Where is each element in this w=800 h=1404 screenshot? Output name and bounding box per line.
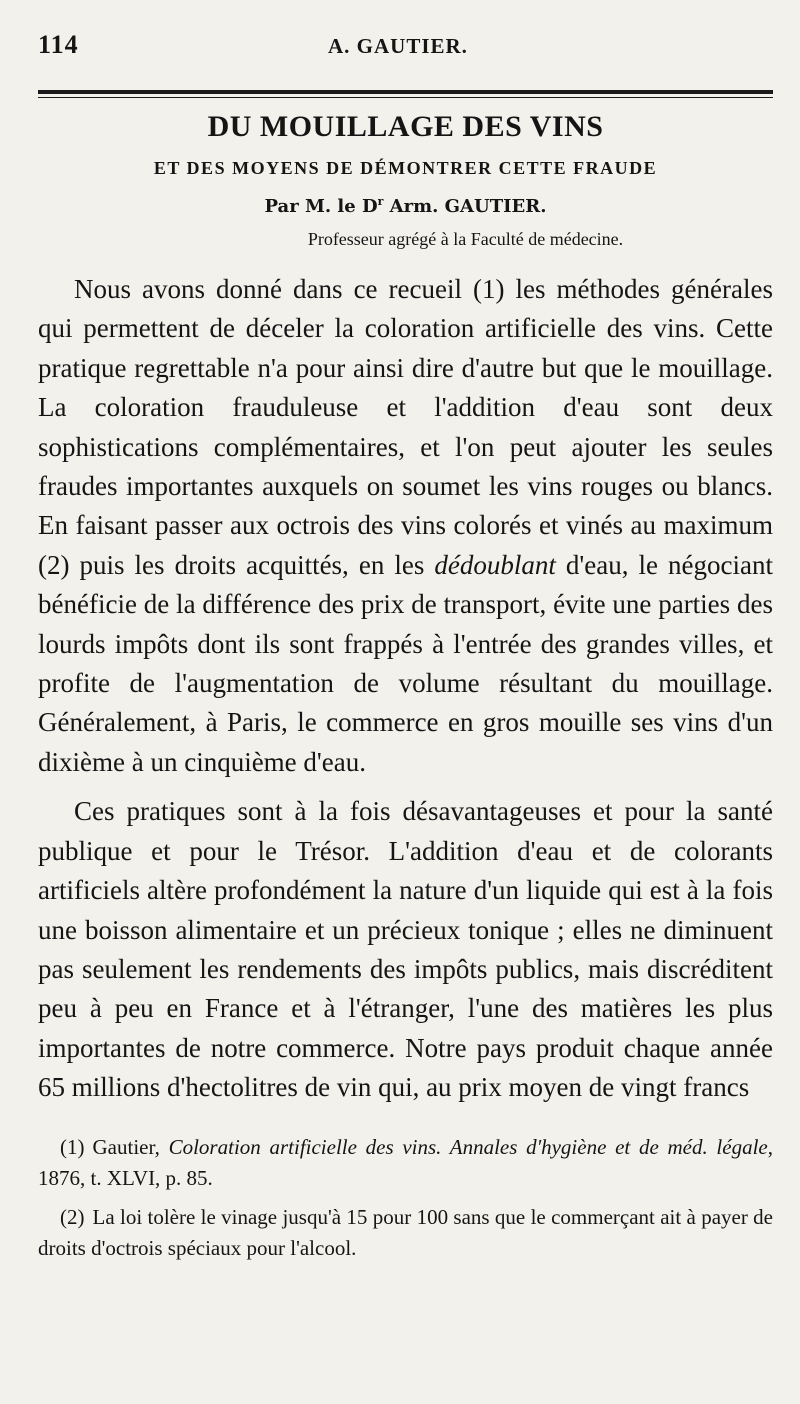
author-affiliation: Professeur agrégé à la Faculté de médecine. xyxy=(307,229,624,249)
book-page xyxy=(38,30,773,1380)
footnote-2-text: La loi tolère le vinage jusqu'à 15 pour 100 sans que le commerçant ait à payer de droits d'octrois spéciaux pour l'alcool. xyxy=(38,1204,773,1260)
article-subtitle: ET DES MOYENS DE DÉMONTRER CETTE FRAUDE xyxy=(153,158,658,178)
p1-text-a: Nous avons donné dans ce recueil (1) les méthodes générales qui permettent de déceler la coloration artificielle des vins. Cette pratique regrettable n'a pour ainsi dire d'autre but que le mouillage. La coloration frauduleuse et l'addition d'eau sont deux sophistications complémentaires, et l'on peut ajouter les seules fraudes importantes auxquels on soumet les vins rouges ou blancs. En faisant passer aux octrois des vins colorés et vinés au maximum (2) puis les droits acquittés, en les xyxy=(38,274,773,580)
footnote-1-text-b: , 1876, t. XLVI, p. 85. xyxy=(38,1134,773,1190)
page-number: 114 xyxy=(38,30,79,59)
running-head: A. GAUTIER. xyxy=(328,34,468,58)
header-rule-thick xyxy=(38,90,773,94)
byline-author: Arm. GAUTIER. xyxy=(383,196,547,217)
p1-text-b: d'eau, le négociant bénéficie de la différence des prix de transport, évite une parties des lourds impôts dont ils sont frappés à l'entrée des grandes villes, et profite de l'augmentation de volume résultant du mouillage. Généralement, à Paris, le commerce en gros mouille ses vins d'un dixième à un cinquième d'eau. xyxy=(38,549,773,777)
paragraph-1 xyxy=(38,270,773,782)
paragraph-2: Ces pratiques sont à la fois désavantageuses et pour la santé publique et pour le Trésor. L'addition d'eau et de colorants artificiels altère profondément la nature d'un liquide qui est à la fois une boisson alimentaire et un précieux tonique ; elles ne diminuent pas seulement les rendements des impôts publics, mais discréditent peu à peu en France et à l'étranger, l'une des matières les plus importantes de notre commerce. Notre pays produit chaque année 65 millions d'hectolitres de vin qui, au prix moyen de vingt francs xyxy=(38,796,773,1103)
article-title: DU MOUILLAGE DES VINS xyxy=(207,110,604,143)
byline-prefix: Par M. le D xyxy=(264,196,378,217)
article-body xyxy=(38,270,773,1108)
page-header xyxy=(38,30,773,82)
footnotes xyxy=(38,1132,773,1264)
footnote-1-mark: (1) xyxy=(60,1134,85,1159)
footnote-1 xyxy=(38,1132,773,1194)
footnote-1-text-a: Gautier, xyxy=(92,1134,169,1159)
footnote-2-mark: (2) xyxy=(60,1204,85,1229)
article-byline xyxy=(38,195,773,217)
header-rule-thin xyxy=(38,97,773,98)
p1-italic: dédoublant xyxy=(434,549,556,580)
footnote-2 xyxy=(38,1202,773,1264)
footnote-1-italic: Coloration artificielle des vins. Annales d'hygiène et de méd. légale xyxy=(168,1134,768,1159)
byline-superscript: r xyxy=(377,195,384,208)
